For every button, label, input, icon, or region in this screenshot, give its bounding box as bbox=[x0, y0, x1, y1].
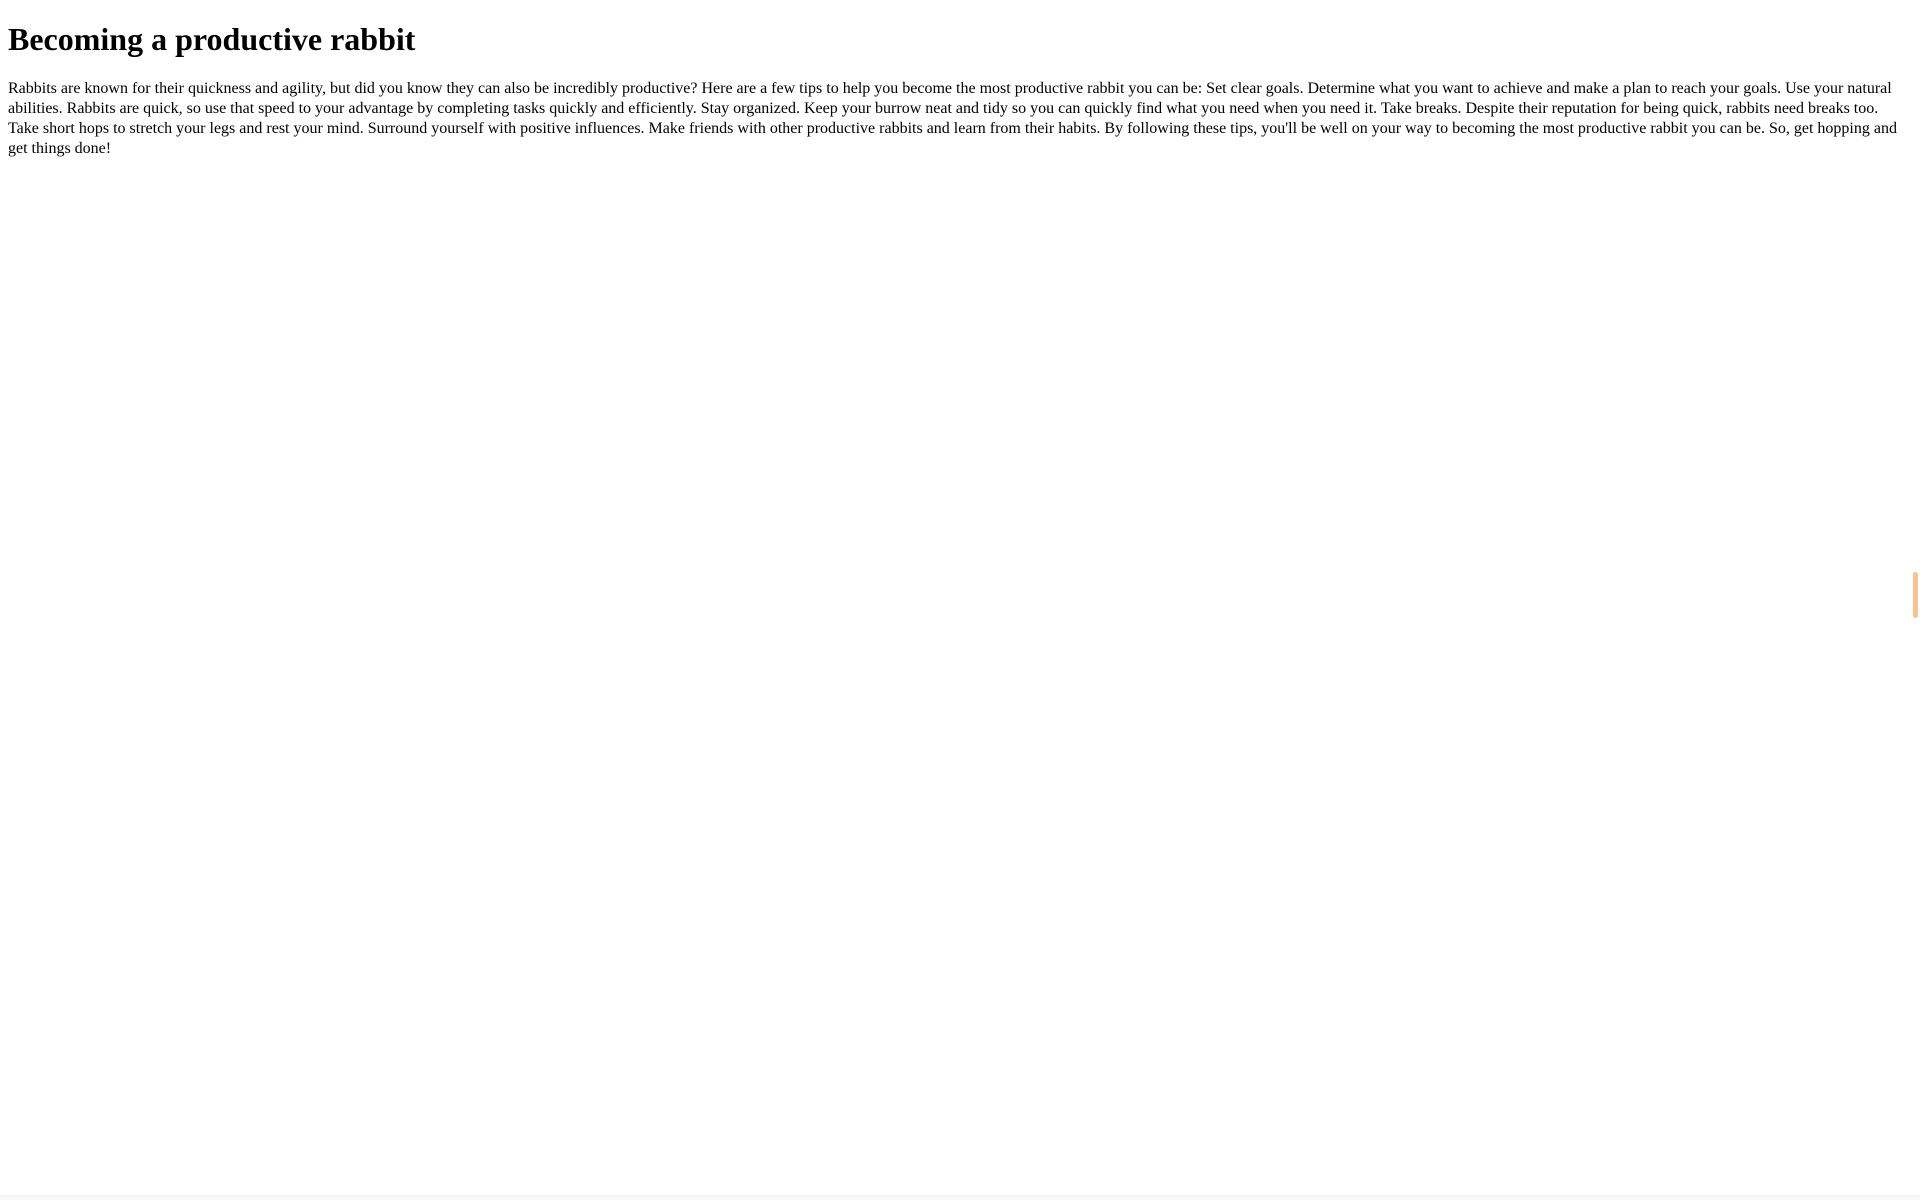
page-title: Becoming a productive rabbit bbox=[8, 21, 416, 57]
article-content bbox=[0, 21, 1920, 159]
scrollbar-thumb[interactable] bbox=[1913, 572, 1918, 618]
article-paragraph: Rabbits are known for their quickness and agility, but did you know they can also be incredibly productive? Here are a few tips to help you become the most productive rabbit you can be: Set clear goals. Determine what you want to achieve and make a plan to reach your goals. Use your natural abilities. Rabbits are quick, so use that speed to your advantage by completing tasks quickly and efficiently. Stay organized. Keep your burrow neat and tidy so you can quickly find what you need when you need it. Take breaks. Despite their reputation for being quick, rabbits need breaks too. Take short hops to stretch your legs and rest your mind. Surround yourself with positive influences. Make friends with other productive rabbits and learn from their habits. By following these tips, you'll be well on your way to becoming the most productive rabbit you can be. So, get hopping and get things done! bbox=[8, 79, 1897, 157]
bottom-edge-strip bbox=[0, 1195, 1920, 1200]
